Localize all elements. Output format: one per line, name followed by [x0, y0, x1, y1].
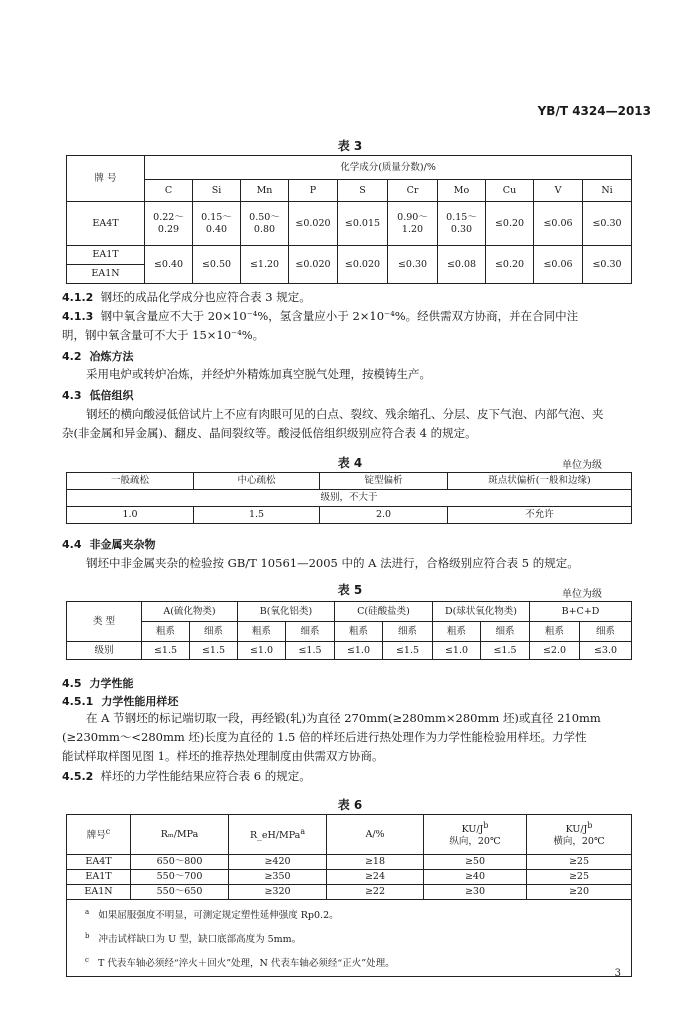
table-header: 斑点状偏析(一般和边缘)	[448, 473, 632, 490]
table5-unit: 单位为级	[562, 589, 602, 600]
value-cell: 550～650	[131, 885, 229, 900]
group-header: B+C+D	[530, 602, 632, 622]
value-cell: 550～700	[131, 870, 229, 885]
table5-caption: 表 5	[337, 583, 363, 597]
sub-header: 细系	[190, 622, 238, 642]
standard-number: YB/T 4324—2013	[537, 104, 651, 118]
table-header: 中心疏松	[194, 473, 320, 490]
clause-4-1-2: 4.1.2 钢坯的成品化学成分也应符合表 3 规定。	[62, 290, 311, 304]
table6	[66, 814, 632, 977]
section-4-2-title: 4.2 冶炼方法	[62, 350, 134, 363]
group-header: D(球状氧化物类)	[433, 602, 530, 622]
table4-caption: 表 4	[337, 456, 363, 470]
element-header: Mn	[241, 180, 289, 202]
table-row	[67, 870, 632, 885]
sub-header: 粗系	[142, 622, 190, 642]
section-4-3-title: 4.3 低倍组织	[62, 389, 134, 402]
value-cell: 0.50～ 0.80	[241, 202, 289, 246]
element-header: P	[289, 180, 338, 202]
value-cell: ≥25	[527, 855, 632, 870]
value-cell: ≤0.06	[534, 202, 583, 246]
element-header: S	[338, 180, 388, 202]
value-cell: ≤1.0	[335, 642, 383, 660]
section-4-5-1-text: 在 A 节钢坯的标记端切取一段，再经锻(轧)为直径 270mm(≥280mm×280mm 坯)或直径 210mm (≥230mm～<280mm 坯)长度为直径的 1.5 倍的样坯后进行热处理作为力学性能检验用样坯。力学性 能试样取样图见图 1。样坯的推荐热处理制度由供需双方协商。	[62, 711, 601, 763]
table-row	[67, 202, 632, 246]
table-row	[67, 885, 632, 900]
value-cell: ≤0.020	[289, 202, 338, 246]
table-row	[67, 507, 632, 524]
value-cell: 2.0	[320, 507, 448, 524]
table6-notes	[67, 900, 632, 977]
brand-header: 牌号$^c$	[67, 815, 131, 855]
brand-cell: EA1T	[67, 870, 131, 885]
ku-transverse-header: $KU/J^b$ 横向，20℃	[527, 815, 632, 855]
value-cell: ≤1.5	[286, 642, 335, 660]
sub-header: 粗系	[238, 622, 286, 642]
sub-header: 粗系	[335, 622, 383, 642]
type-header: 类 型	[67, 602, 142, 642]
value-cell: ≥320	[229, 885, 327, 900]
value-cell: ≤2.0	[530, 642, 580, 660]
element-header: C	[145, 180, 193, 202]
value-cell: ≥22	[327, 885, 424, 900]
element-header: V	[534, 180, 583, 202]
value-cell: ≤0.40	[145, 246, 193, 284]
rm-header: Rₘ/MPa	[131, 815, 229, 855]
section-4-5-title: 4.5 力学性能	[62, 677, 134, 690]
element-header: Cr	[388, 180, 438, 202]
table-row	[67, 246, 632, 265]
brand-cell: EA1T	[67, 246, 145, 265]
value-cell: ≥350	[229, 870, 327, 885]
sub-header: 细系	[383, 622, 433, 642]
element-header: Cu	[486, 180, 534, 202]
table4	[66, 472, 632, 524]
value-cell: ≥50	[424, 855, 527, 870]
value-cell: 1.5	[194, 507, 320, 524]
footnote-b: $^b$ 冲击试样缺口为 U 型，缺口底部高度为 5mm。	[85, 932, 302, 946]
value-cell: ≤0.30	[388, 246, 438, 284]
group-header: C(硅酸盐类)	[335, 602, 433, 622]
value-cell: ≥20	[527, 885, 632, 900]
value-cell: ≤0.30	[583, 246, 632, 284]
element-header: Ni	[583, 180, 632, 202]
value-cell: ≤1.5	[383, 642, 433, 660]
value-cell: ≥18	[327, 855, 424, 870]
value-cell: ≤0.015	[338, 202, 388, 246]
sub-header: 粗系	[433, 622, 481, 642]
value-cell: ≥40	[424, 870, 527, 885]
row-label: 级别	[67, 642, 142, 660]
table6-caption: 表 6	[337, 798, 363, 812]
elongation-header: A/%	[327, 815, 424, 855]
table-row	[67, 855, 632, 870]
section-4-4-title: 4.4 非金属夹杂物	[62, 538, 156, 551]
value-cell: ≤1.0	[433, 642, 481, 660]
value-cell: ≥25	[527, 870, 632, 885]
table-header: 一般疏松	[67, 473, 194, 490]
value-cell: ≥420	[229, 855, 327, 870]
sub-header: 细系	[580, 622, 632, 642]
value-cell: ≤1.5	[142, 642, 190, 660]
table-row	[67, 642, 632, 660]
value-cell: ≤0.30	[583, 202, 632, 246]
value-cell: ≤1.0	[238, 642, 286, 660]
section-4-3-text: 钢坯的横向酸浸低倍试片上不应有肉眼可见的白点、裂纹、残余缩孔、分层、皮下气泡、内部气泡、夹 杂(非金属和异金属)、翻皮、晶间裂纹等。酸浸低倍组织级别应符合表 4 的规定。	[62, 407, 604, 440]
value-cell: ≤0.20	[486, 246, 534, 284]
ku-longitudinal-header: $KU/J^b$ 纵向，20℃	[424, 815, 527, 855]
sub-header: 细系	[286, 622, 335, 642]
value-cell: ≤0.20	[486, 202, 534, 246]
element-header: Si	[193, 180, 241, 202]
table3	[66, 155, 632, 284]
value-cell: 0.15～ 0.40	[193, 202, 241, 246]
section-4-4-text: 钢坯中非金属夹杂的检验按 GB/T 10561—2005 中的 A 法进行，合格级别应符合表 5 的规定。	[86, 556, 579, 570]
sub-header: 粗系	[530, 622, 580, 642]
clause-4-1-3: 4.1.3 钢中氧含量应不大于 20×10⁻⁴%，氢含量应小于 2×10⁻⁴%。经供需双方协商，并在合同中注 明，钢中氧含量可不大于 15×10⁻⁴%。	[62, 309, 579, 342]
value-cell: 0.22～ 0.29	[145, 202, 193, 246]
value-cell: 0.90～ 1.20	[388, 202, 438, 246]
value-cell: ≥24	[327, 870, 424, 885]
table3-caption: 表 3	[337, 139, 363, 153]
table-header: 锭型偏析	[320, 473, 448, 490]
group-header: B(氧化铝类)	[238, 602, 335, 622]
brand-cell: EA1N	[67, 265, 145, 284]
footnote-c: $^c$ T 代表车轴必须经“淬火＋回火”处理，N 代表车轴必须经“正火”处理。	[85, 956, 395, 970]
value-cell: ≤1.5	[481, 642, 530, 660]
value-cell: ≥30	[424, 885, 527, 900]
value-cell: ≤0.50	[193, 246, 241, 284]
value-cell: ≤0.020	[338, 246, 388, 284]
group-header: A(硫化物类)	[142, 602, 238, 622]
element-header-row	[67, 180, 632, 202]
brand-header: 牌 号	[67, 156, 145, 202]
table5	[66, 601, 632, 660]
element-header: Mo	[438, 180, 486, 202]
page-number: 3	[614, 968, 621, 979]
table4-unit: 单位为级	[562, 460, 602, 471]
brand-cell: EA4T	[67, 855, 131, 870]
value-cell: ≤1.20	[241, 246, 289, 284]
value-cell: ≤1.5	[190, 642, 238, 660]
value-cell: ≤0.08	[438, 246, 486, 284]
value-cell: ≤0.06	[534, 246, 583, 284]
brand-cell: EA1N	[67, 885, 131, 900]
value-cell: 650～800	[131, 855, 229, 870]
brand-cell: EA4T	[67, 202, 145, 246]
value-cell: ≤0.020	[289, 246, 338, 284]
clause-4-5-2: 4.5.2 样坯的力学性能结果应符合表 6 的规定。	[62, 769, 311, 783]
grade-label: 级别，不大于	[67, 490, 632, 507]
value-cell: ≤3.0	[580, 642, 632, 660]
value-cell: 0.15～ 0.30	[438, 202, 486, 246]
value-cell: 不允许	[448, 507, 632, 524]
section-4-5-1-title: 4.5.1 力学性能用样坯	[62, 695, 179, 708]
value-cell: 1.0	[67, 507, 194, 524]
sub-header: 细系	[481, 622, 530, 642]
composition-header: 化学成分(质量分数)/%	[145, 156, 632, 180]
footnote-a: $^a$ 如果屈服强度不明显，可测定规定塑性延伸强度 Rp0.2。	[85, 908, 339, 922]
reh-header: R_eH/MPa$^a$	[229, 815, 327, 855]
section-4-2-text: 采用电炉或转炉冶炼，并经炉外精炼加真空脱气处理，按模铸生产。	[86, 367, 431, 381]
